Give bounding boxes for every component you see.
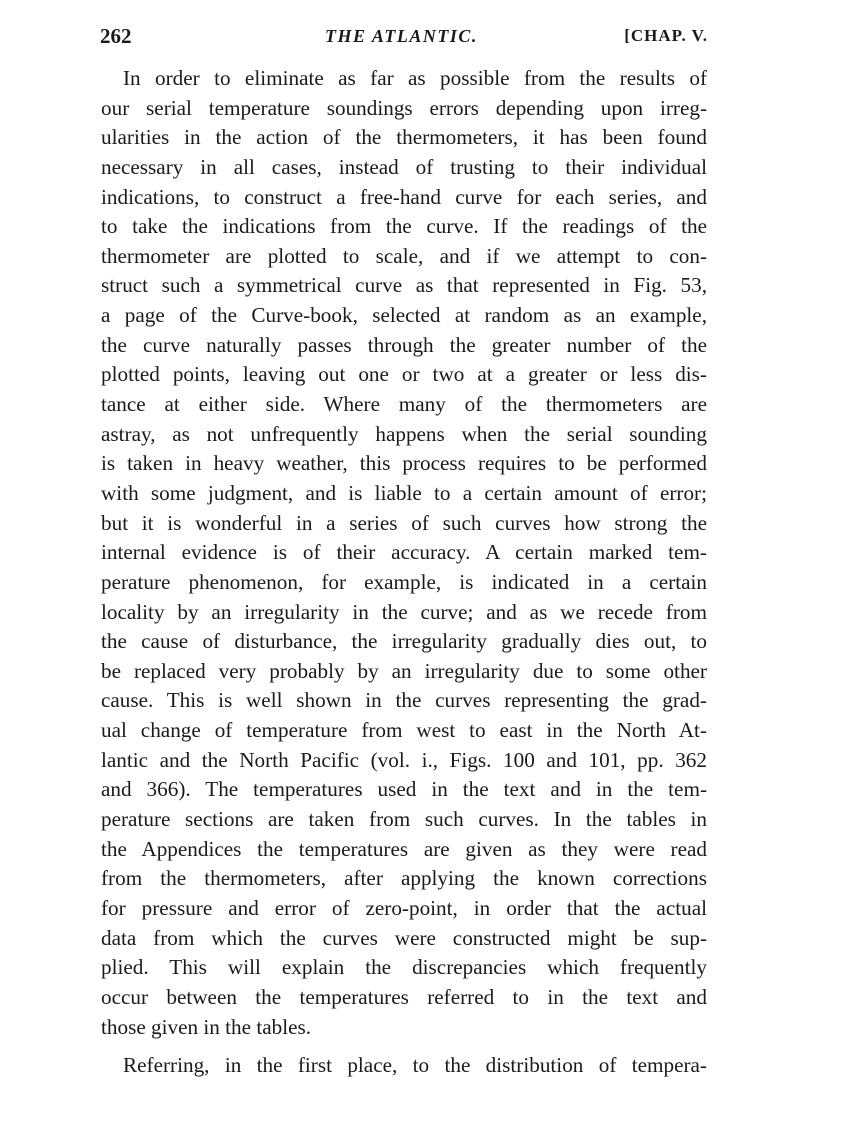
- text-line: be replaced very probably by an irregularity due to some other: [101, 658, 707, 683]
- text-line: In order to eliminate as far as possible from the results of: [123, 66, 707, 90]
- text-line: a page of the Curve-book, selected at random as an example,: [101, 303, 707, 328]
- text-line: the Appendices the temperatures are given as they were read: [101, 836, 707, 861]
- text-line: perature sections are taken from such curves. In the tables in: [101, 807, 707, 832]
- text-line: the cause of disturbance, the irregularity gradually dies out, to: [101, 629, 707, 654]
- text-line: the curve naturally passes through the greater number of the: [101, 332, 707, 357]
- text-line: astray, as not unfrequently happens when the serial sounding: [101, 421, 707, 446]
- text-line: from the thermometers, after applying the known corrections: [101, 866, 707, 891]
- text-line: perature phenomenon, for example, is indicated in a certain: [101, 569, 707, 594]
- text-line: occur between the temperatures referred to in the text and: [101, 984, 707, 1009]
- text-line: and 366). The temperatures used in the text and in the tem-: [101, 777, 707, 802]
- text-line: plotted points, leaving out one or two at a greater or less dis-: [101, 362, 707, 387]
- text-line: cause. This is well shown in the curves representing the grad-: [101, 688, 707, 713]
- paragraph-gap: [101, 1042, 707, 1051]
- text-line: our serial temperature soundings errors depending upon irreg-: [101, 95, 707, 120]
- text-line: with some judgment, and is liable to a certain amount of error;: [101, 480, 707, 505]
- paragraph-1: [101, 64, 707, 1042]
- text-line: data from which the curves were constructed might be sup-: [101, 925, 707, 950]
- running-head: [100, 24, 710, 54]
- paragraph-2: [101, 1051, 707, 1081]
- chapter-reference: [CHAP. V.: [624, 26, 708, 45]
- text-line: to take the indications from the curve. If the readings of the: [101, 214, 707, 239]
- text-line: struct such a symmetrical curve as that represented in Fig. 53,: [101, 273, 707, 298]
- text-line: indications, to construct a free-hand curve for each series, and: [101, 184, 707, 209]
- text-line: locality by an irregularity in the curve; and as we recede from: [101, 599, 707, 624]
- text-line: ularities in the action of the thermometers, it has been found: [101, 125, 707, 150]
- text-line: thermometer are plotted to scale, and if we attempt to con-: [101, 243, 707, 268]
- text-line: lantic and the North Pacific (vol. i., Figs. 100 and 101, pp. 362: [101, 747, 707, 772]
- body-text: [101, 64, 707, 1081]
- text-line: those given in the tables.: [101, 1014, 312, 1039]
- text-line: for pressure and error of zero-point, in order that the actual: [101, 895, 707, 920]
- running-title: THE ATLANTIC.: [325, 26, 478, 46]
- text-line: necessary in all cases, instead of trusting to their individual: [101, 154, 707, 179]
- text-line: plied. This will explain the discrepancies which frequently: [101, 955, 707, 980]
- text-line: but it is wonderful in a series of such curves how strong the: [101, 510, 707, 535]
- page-number: 262: [100, 24, 132, 48]
- text-line: Referring, in the first place, to the distribution of tempera-: [123, 1053, 707, 1078]
- text-line: internal evidence is of their accuracy. A certain marked tem-: [101, 540, 707, 565]
- text-line: ual change of temperature from west to east in the North At-: [101, 718, 707, 743]
- text-line: tance at either side. Where many of the thermometers are: [101, 392, 707, 417]
- text-line: is taken in heavy weather, this process requires to be performed: [101, 451, 707, 476]
